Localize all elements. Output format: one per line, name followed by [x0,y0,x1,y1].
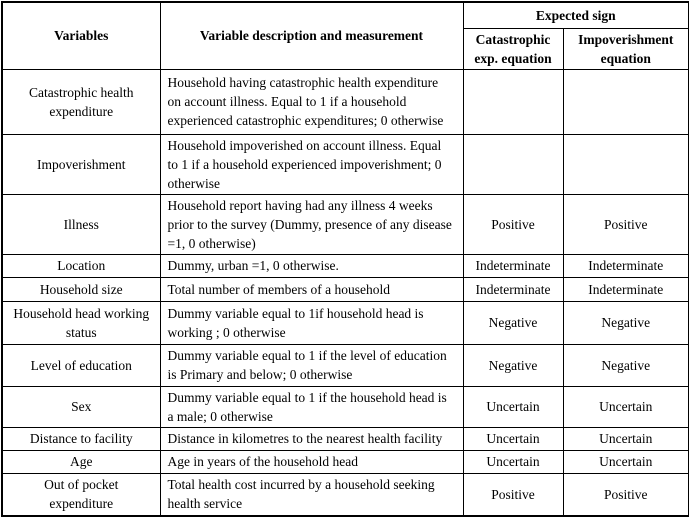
table-row [2,194,689,254]
catastrophic-sign-cell: Indeterminate [463,277,563,301]
description-cell: Household impoverished on account illness. Equal to 1 if a household experienced impoverishment; 0 otherwise [160,134,463,194]
impoverishment-sign-cell: Indeterminate [563,254,689,277]
variable-cell: Age [2,450,160,473]
catastrophic-sign-cell [463,69,563,134]
table-row [2,301,689,344]
description-cell: Total number of members of a household [160,277,463,301]
variable-cell: Sex [2,386,160,427]
impoverishment-sign-cell: Positive [563,194,689,254]
variable-cell: Location [2,254,160,277]
catastrophic-sign-cell: Uncertain [463,450,563,473]
catastrophic-sign-cell: Positive [463,194,563,254]
variable-cell: Impoverishment [2,134,160,194]
table-row [2,427,689,450]
catastrophic-sign-cell: Negative [463,344,563,386]
table-row [2,473,689,516]
table-row [2,450,689,473]
variable-cell: Level of education [2,344,160,386]
impoverishment-sign-cell: Uncertain [563,386,689,427]
variable-cell: Distance to facility [2,427,160,450]
impoverishment-sign-cell: Negative [563,344,689,386]
description-cell: Age in years of the household head [160,450,463,473]
impoverishment-sign-cell: Uncertain [563,427,689,450]
catastrophic-sign-cell: Uncertain [463,427,563,450]
description-cell: Dummy variable equal to 1if household head is working ; 0 otherwise [160,301,463,344]
impoverishment-sign-cell [563,69,689,134]
catastrophic-sign-cell: Indeterminate [463,254,563,277]
impoverishment-sign-cell: Positive [563,473,689,516]
variable-cell: Household head working status [2,301,160,344]
table-row [2,386,689,427]
table-row [2,69,689,134]
column-header-description: Variable description and measurement [160,2,463,69]
catastrophic-sign-cell: Uncertain [463,386,563,427]
table-row [2,344,689,386]
description-cell: Distance in kilometres to the nearest health facility [160,427,463,450]
variable-cell: Illness [2,194,160,254]
impoverishment-sign-cell: Uncertain [563,450,689,473]
column-header-impoverishment-equation: Impoverishment equation [563,28,689,69]
description-cell: Dummy variable equal to 1 if the household head is a male; 0 otherwise [160,386,463,427]
column-header-catastrophic-equation: Catastrophic exp. equation [463,28,563,69]
variables-description-table [1,1,689,517]
description-cell: Household report having had any illness 4 weeks prior to the survey (Dummy, presence of any disease =1, 0 otherwise) [160,194,463,254]
catastrophic-sign-cell [463,134,563,194]
description-cell: Dummy, urban =1, 0 otherwise. [160,254,463,277]
description-cell: Dummy variable equal to 1 if the level of education is Primary and below; 0 otherwise [160,344,463,386]
table-row [2,254,689,277]
variable-cell: Catastrophic health expenditure [2,69,160,134]
column-header-variables: Variables [2,2,160,69]
table-row [2,134,689,194]
column-header-expected-sign: Expected sign [463,2,689,28]
catastrophic-sign-cell: Positive [463,473,563,516]
variable-cell: Household size [2,277,160,301]
impoverishment-sign-cell: Indeterminate [563,277,689,301]
description-cell: Household having catastrophic health expenditure on account illness. Equal to 1 if a household experienced catastrophic expenditures; 0 otherwise [160,69,463,134]
table-row [2,277,689,301]
catastrophic-sign-cell: Negative [463,301,563,344]
description-cell: Total health cost incurred by a household seeking health service [160,473,463,516]
impoverishment-sign-cell: Negative [563,301,689,344]
variable-cell: Out of pocket expenditure [2,473,160,516]
impoverishment-sign-cell [563,134,689,194]
table-header [2,2,689,69]
